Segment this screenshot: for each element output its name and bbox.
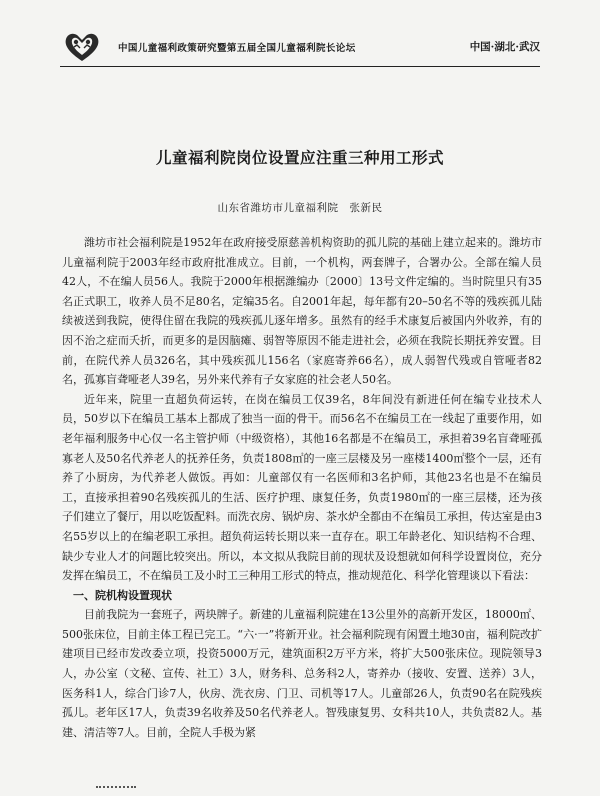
article-title: 儿童福利院岗位设置应注重三种用工形式 (155, 148, 444, 167)
page-footer-mark (96, 786, 136, 790)
children-hearts-logo-icon (62, 30, 102, 64)
article-body (62, 233, 542, 742)
conference-title: 中国儿童福利政策研究暨第五届全国儿童福利院长论坛 (118, 43, 356, 54)
section-heading: 一、院机构设置现状 (73, 588, 172, 602)
page-header (62, 28, 540, 64)
conference-location: 中国·湖北·武汉 (469, 41, 540, 53)
header-divider (60, 66, 540, 67)
body-paragraph-2: 近年来，院里一直超负荷运转，在岗在编员工仅39名，8年间没有新进任何在编专业技术人员，50岁以下在编员工基本上都成了独当一面的骨干。而56名不在编员工在一线起了重要作用，如老年福利服务中心仅一名主管护师（中级资格），其他16名都是不在编员工，承担着39名盲聋哑孤寡老人及50名代养老人的抚养任务，负责1808㎡的一座三层楼及另一座楼1400㎡整个一层，还有养了小厨房，为代养老人做饭。再如：儿童部仅有一名医师和3名护师，其他23名也是不在编员工，直接承担着90名残疾孤儿的生活、医疗护理、康复任务，负责1980㎡的一座三层楼，还为孩子们建立了餐厅，用以吃饭配料。而洗衣房、锅炉房、茶水炉全都由不在编员工承担，传达室是由3名55岁以上的在编老职工承担。超负荷运转长期以来一直存在。职工年龄老化、知识结构不合理、缺少专业人才的问题比较突出。所以，本文拟从我院目前的现状及设想就如何科学设置岗位，充分发挥在编员工，不在编员工及小时工三种用工形式的特点，推动规范化、科学化管理谈以下看法： (62, 392, 542, 583)
body-paragraph-1: 潍坊市社会福利院是1952年在政府接受原慈善机构资助的孤儿院的基础上建立起来的。潍坊市儿童福利院于2003年经市政府批准成立。目前，一个机构，两套牌子，合署办公。全部在编人员42人，不在编人员56人。我院于2000年根据潍编办〔2000〕13号文件定编的。当时院里只有35名正式职工，收养人员不足80名，定编35名。自2001年起，每年都有20–50名不等的残疾孤儿陆续被送到我院，使得住留在我院的残疾孤儿逐年增多。虽然有的经手术康复后被国内外收养，有的因不治之症而夭折，而更多的是因脑瘫、弱智等原因不能走进社会，必须在我院长期抚养安置。目前，在院代养人员326名，其中残疾孤儿156名（家庭寄养66名），成人弱智代残或自管哑者82名，孤寡盲聋哑老人39名，另外来代养有子女家庭的社会老人50名。 (62, 236, 542, 387)
article-author: 山东省潍坊市儿童福利院 张新民 (217, 202, 383, 214)
body-paragraph-3: 目前我院为一套班子，两块牌子。新建的儿童福利院建在13公里外的高新开发区，18000㎡、500张床位，目前主体工程已完工。“六·一”将新开业。社会福利院现有闲置土地30亩，福利院改扩建项目已经市发改委立项，投资5000万元，建筑面积2万平方米，将扩大500张床位。现院领导3人，办公室（文秘、宣传、社工）3人，财务科、总务科2人，寄养办（接收、安置、送养）3人，医务科1人，综合门诊7人，伙房、洗衣房、门卫、司机等17人。儿童部26人，负责90名在院残疾孤儿。老年区17人，负责39名收养及50名代养老人。智残康复男、女科共10人，共负责82人。基建、清洁等7人。目前，全院人手极为紧 (62, 608, 542, 739)
